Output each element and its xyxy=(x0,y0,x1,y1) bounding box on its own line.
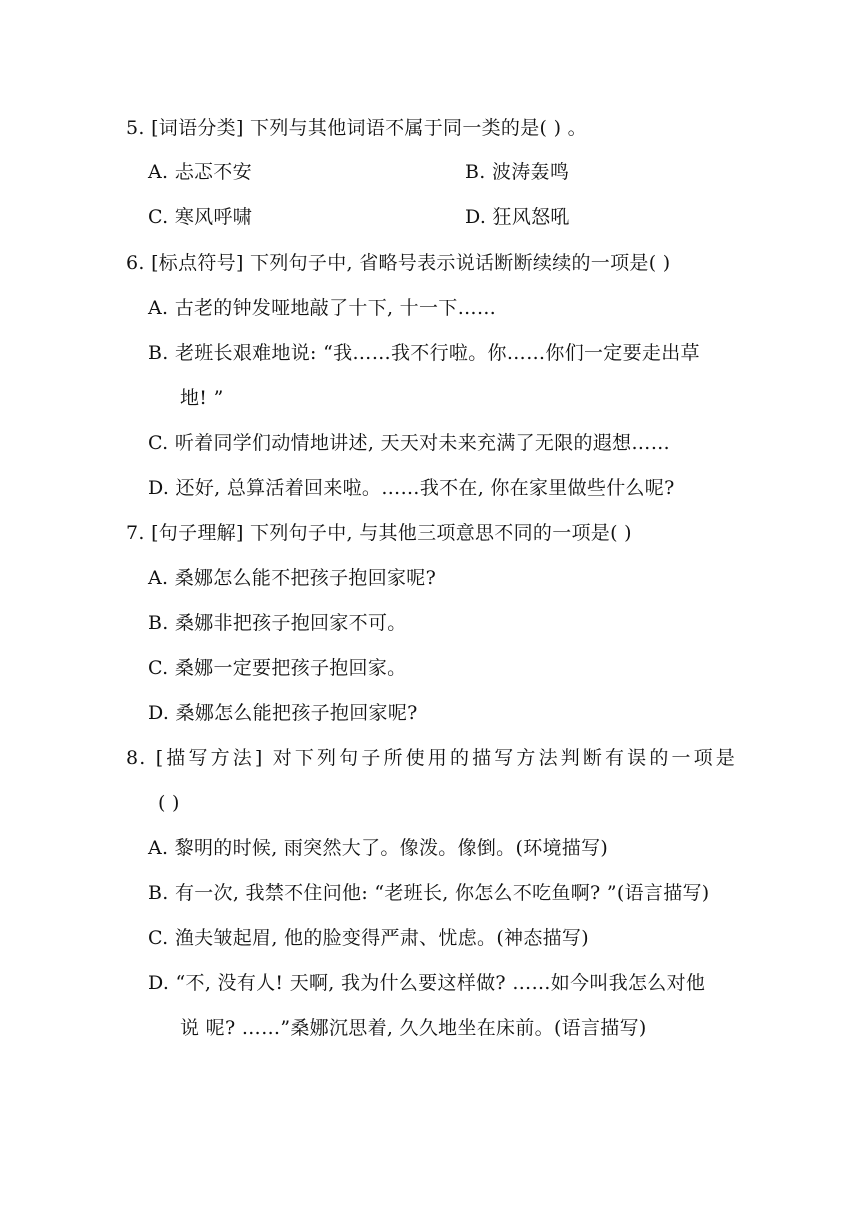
question-5-option-b: B. 波涛轰鸣 xyxy=(465,161,570,183)
question-7-option-d: D. 桑娜怎么能把孩子抱回家呢? xyxy=(148,702,418,724)
question-8-option-d-continued: 说 呢? ……”桑娜沉思着, 久久地坐在床前。(语言描写) xyxy=(180,1017,647,1039)
question-7-stem: 7. [句子理解] 下列句子中, 与其他三项意思不同的一项是( ) xyxy=(126,522,632,544)
question-6-stem: 6. [标点符号] 下列句子中, 省略号表示说话断断续续的一项是( ) xyxy=(126,252,671,274)
question-6-option-a: A. 古老的钟发哑地敲了十下, 十一下…… xyxy=(148,297,497,319)
question-6-option-d: D. 还好, 总算活着回来啦。……我不在, 你在家里做些什么呢? xyxy=(148,477,675,499)
question-7-option-b: B. 桑娜非把孩子抱回家不可。 xyxy=(148,612,407,634)
question-8-option-c: C. 渔夫皱起眉, 他的脸变得严肃、忧虑。(神态描写) xyxy=(148,927,589,949)
question-5-option-d: D. 狂风怒吼 xyxy=(465,206,570,228)
question-5-option-a: A. 忐忑不安 xyxy=(148,161,252,183)
question-8-stem: 8. [描写方法] 对下列句子所使用的描写方法判断有误的一项是 xyxy=(126,747,736,769)
question-8-answer-blank: ( ) xyxy=(158,792,180,814)
question-5-stem: 5. [词语分类] 下列与其他词语不属于同一类的是( ) 。 xyxy=(126,117,587,139)
question-6-option-b-continued: 地! ” xyxy=(180,387,224,409)
question-6-option-c: C. 听着同学们动情地讲述, 天天对未来充满了无限的遐想…… xyxy=(148,432,671,454)
question-8-option-d: D. “不, 没有人! 天啊, 我为什么要这样做? ……如今叫我怎么对他 xyxy=(148,972,706,994)
question-7-option-c: C. 桑娜一定要把孩子抱回家。 xyxy=(148,657,407,679)
question-5-option-c: C. 寒风呼啸 xyxy=(148,206,253,228)
question-8-option-b: B. 有一次, 我禁不住问他: “老班长, 你怎么不吃鱼啊? ”(语言描写) xyxy=(148,882,710,904)
question-8-option-a: A. 黎明的时候, 雨突然大了。像泼。像倒。(环境描写) xyxy=(148,837,609,859)
question-6-option-b: B. 老班长艰难地说: “我……我不行啦。你……你们一定要走出草 xyxy=(148,342,700,364)
question-7-option-a: A. 桑娜怎么能不把孩子抱回家呢? xyxy=(148,567,437,589)
